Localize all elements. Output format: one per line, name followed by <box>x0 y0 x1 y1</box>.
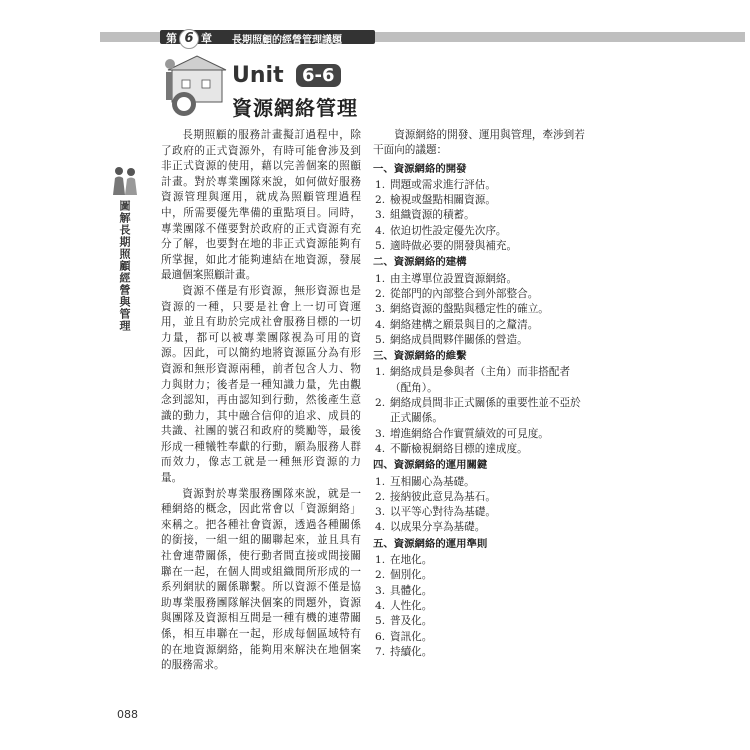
list-item-number: 3. <box>375 427 386 440</box>
list-item-text: 持續化。 <box>390 645 433 658</box>
list-item-number: 5. <box>375 615 386 628</box>
list-item-number: 4. <box>375 318 386 331</box>
paragraph: 長期照顧的服務計畫擬訂過程中，除了政府的正式資源外，有時可能會涉及到非正式資源的使用，藉以完善個案的照顧計畫。對於專業團隊來說，如何做好服務資源管理與運用，就成為照顧管理過程中，所需要優先準備的重點項目。同時，專業團隊不僅要對於政府的正式資源有充分了解，也要對在地的非正式資源能夠有所掌握，如此才能夠連結在地資源，發展最適個案照顧計畫。 <box>161 129 361 282</box>
list-item-text: 以成果分享為基礎。 <box>390 521 486 534</box>
list-item-text: 接納彼此意見為基石。 <box>390 490 496 503</box>
list-item <box>373 614 588 629</box>
list-item <box>373 505 588 520</box>
list-item <box>373 333 588 348</box>
right-column <box>373 128 588 661</box>
section-title: 二、資源網絡的建構 <box>373 256 467 269</box>
list-item-number: 4. <box>375 521 386 534</box>
paragraph: 資源對於專業服務團隊來說，就是一種網絡的概念，因此常會以「資源網絡」來稱之。把各種社會資源，透過各種關係的銜接，一組一組的關聯起來，並且具有社會連帶關係，使行動者間直接或間接關聯在一起，在個人間或組織間所形成的一系列網狀的關係聯繫。所以資源不僅是協助專業服務團隊解決個案的問題外，資源與團隊及資源相互間是一種有機的連帶關係，相互串聯在一起，形成每個區域特有的在地資源網絡，能夠用來解決在地個案的服務需求。 <box>161 487 361 672</box>
list-item-number: 2. <box>375 287 386 300</box>
left-column <box>161 128 361 674</box>
list-item-text: 資訊化。 <box>390 630 433 643</box>
list-item <box>373 287 588 302</box>
list-item-number: 3. <box>375 584 386 597</box>
list-item <box>373 365 588 396</box>
unit-word: Unit <box>232 63 284 88</box>
list-item-text: 普及化。 <box>390 615 433 628</box>
paragraph: 資源不僅是有形資源，無形資源也是資源的一種，只要是社會上一切可資運用，並且有助於完成社會服務目標的一切力量，都可以被專業團隊視為可用的資源。因此，可以簡約地將資源區分為有形資源和無形資源兩種，前者包含人力、物力與財力；後者是一種知識力量，先由觀念到認知，再由認知到行動，然後產生意識的動力，其中融合信仰的追求、成員的共識、社團的號召和政府的獎勵等，最後形成一種犧牲奉獻的行動，願為服務人群而效力，像志工就是一種無形資源的力量。 <box>161 284 361 485</box>
list-item-text: 由主導單位設置資源網絡。 <box>390 272 518 285</box>
list-item <box>373 193 588 208</box>
list-item-text: 網絡成員間夥伴關係的營造。 <box>390 333 528 346</box>
list-item-text: 組織資源的積蓄。 <box>390 209 475 222</box>
list-item <box>373 584 588 599</box>
list-item-text: 網絡建構之願景與目的之釐清。 <box>390 318 539 331</box>
section-list-items <box>373 475 588 536</box>
list-item <box>373 553 588 568</box>
section-title: 三、資源網絡的維繫 <box>373 350 467 363</box>
list-item-text: 網絡資源的盤點與穩定性的確立。 <box>390 303 549 316</box>
list-item <box>373 208 588 223</box>
list-item-number: 7. <box>375 645 386 658</box>
list-item-text: 增進網絡合作實質績效的可見度。 <box>390 427 549 440</box>
list-item-number: 1. <box>375 475 386 488</box>
caregiver-figures-icon <box>110 165 140 197</box>
list-item-number: 3. <box>375 506 386 519</box>
section-list-items <box>373 178 588 254</box>
list-item <box>373 520 588 535</box>
list-item-text: 檢視或盤點相關資源。 <box>390 194 496 207</box>
list-item <box>373 475 588 490</box>
section-list <box>373 162 588 661</box>
list-item-number: 2. <box>375 490 386 503</box>
list-item-text: 網絡成員是參與者（主角）而非搭配者（配角）。 <box>390 366 571 394</box>
list-item-text: 不斷檢視網絡目標的達成度。 <box>390 442 528 455</box>
list-item <box>373 178 588 193</box>
list-item <box>373 396 588 427</box>
section-title: 五、資源網絡的運用準則 <box>373 537 488 550</box>
list-item <box>373 302 588 317</box>
list-item-text: 在地化。 <box>390 554 433 567</box>
list-item-text: 網絡成員間非正式關係的重要性並不亞於正式關係。 <box>390 397 581 425</box>
list-item <box>373 224 588 239</box>
chapter-label <box>166 29 212 49</box>
list-item <box>373 272 588 287</box>
chapter-suffix: 章 <box>201 32 212 45</box>
list-item-number: 5. <box>375 240 386 253</box>
list-item-number: 2. <box>375 397 386 410</box>
list-item-text: 依迫切性設定優先次序。 <box>390 224 507 237</box>
list-item-number: 3. <box>375 303 386 316</box>
unit-number: 6-6 <box>296 64 341 87</box>
list-item-number: 1. <box>375 554 386 567</box>
chapter-number: 6 <box>179 29 199 49</box>
list-item-number: 1. <box>375 178 386 191</box>
list-item-number: 6. <box>375 630 386 643</box>
list-item <box>373 490 588 505</box>
list-item-number: 4. <box>375 442 386 455</box>
section-list-items <box>373 553 588 660</box>
list-item-text: 個別化。 <box>390 569 433 582</box>
list-item <box>373 239 588 254</box>
list-item-number: 5. <box>375 333 386 346</box>
list-item <box>373 442 588 457</box>
list-item <box>373 427 588 442</box>
list-item <box>373 599 588 614</box>
section-list-items <box>373 365 588 457</box>
list-item-number: 2. <box>375 194 386 207</box>
list-item-text: 從部門的內部整合到外部整合。 <box>390 287 539 300</box>
section-list-items <box>373 272 588 348</box>
section-title: 一、資源網絡的開發 <box>373 162 467 175</box>
page-number: 088 <box>117 708 138 721</box>
list-item-number: 3. <box>375 209 386 222</box>
list-item <box>373 318 588 333</box>
list-item-text: 人性化。 <box>390 599 433 612</box>
list-item-text: 問題或需求進行評估。 <box>390 178 496 191</box>
section-title: 四、資源網絡的運用關鍵 <box>373 459 488 472</box>
intro-paragraph: 資源網絡的開發、運用與管理，牽涉到若干面向的議題： <box>373 129 585 157</box>
list-item-number: 4. <box>375 599 386 612</box>
chapter-title: 長期照顧的經營管理議題 <box>232 35 342 46</box>
list-item-text: 互相關心為基礎。 <box>390 475 475 488</box>
list-item-number: 2. <box>375 569 386 582</box>
list-item-number: 1. <box>375 366 386 379</box>
list-item <box>373 630 588 645</box>
side-book-title: 圖解長期照顧經營與管理 <box>118 200 131 332</box>
list-item-number: 1. <box>375 272 386 285</box>
list-item <box>373 568 588 583</box>
list-item-number: 4. <box>375 224 386 237</box>
list-item <box>373 645 588 660</box>
unit-illustration-icon <box>162 54 228 120</box>
list-item-text: 具體化。 <box>390 584 433 597</box>
list-item-text: 以平等心對待為基礎。 <box>390 506 496 519</box>
list-item-text: 適時做必要的開發與補充。 <box>390 240 518 253</box>
chapter-prefix: 第 <box>166 32 177 45</box>
unit-title: 資源網絡管理 <box>232 96 358 120</box>
